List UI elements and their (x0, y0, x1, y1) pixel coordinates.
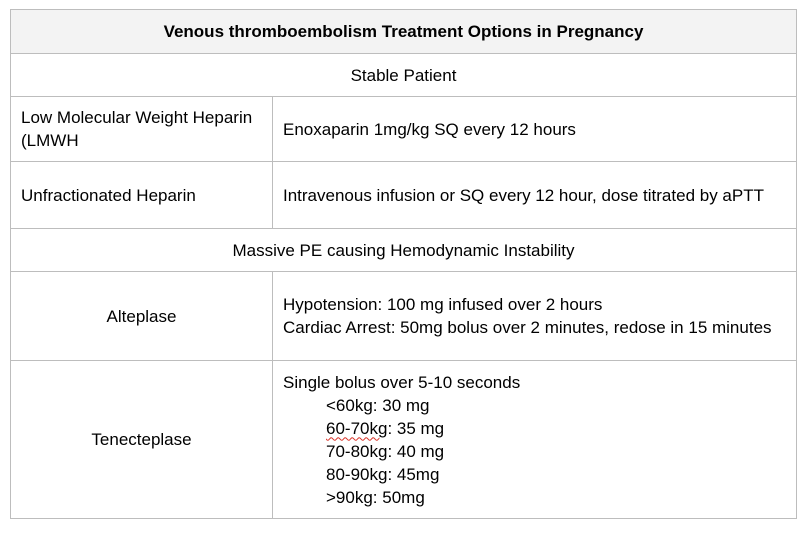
weight-dose: : 30 mg (372, 395, 430, 415)
dosing-intro: Single bolus over 5-10 seconds (283, 372, 521, 392)
weight-dose-line (283, 394, 786, 417)
treatment-options-table (10, 9, 797, 519)
table-row-alteplase (11, 272, 797, 361)
weight-range: >90kg (326, 487, 373, 507)
dosing-line: Intravenous infusion or SQ every 12 hour, dose titrated by aPTT (283, 185, 764, 205)
weight-range: 80-90kg (326, 464, 388, 484)
dosing-line-cardiac-arrest: Cardiac Arrest: 50mg bolus over 2 minutes, redose in 15 minutes (283, 318, 772, 337)
dosing-cell (273, 162, 797, 229)
dosing-cell (273, 361, 797, 519)
weight-range: 70-80kg (326, 441, 388, 461)
drug-name-cell: Alteplase (11, 272, 273, 361)
weight-range: <60kg (326, 395, 373, 415)
title-row (11, 10, 797, 54)
section-row-massive-pe (11, 229, 797, 272)
weight-dose: : 50mg (372, 487, 425, 507)
table-row-tenecteplase (11, 361, 797, 519)
section-row-stable (11, 54, 797, 97)
weight-dose: : 35 mg (387, 418, 445, 438)
weight-dose-line (283, 440, 786, 463)
table-row-unfractionated-heparin (11, 162, 797, 229)
weight-dose: : 45mg (387, 464, 440, 484)
table-title: Venous thromboembolism Treatment Options in Pregnancy (11, 10, 797, 54)
weight-dose-line (283, 417, 786, 440)
weight-range: 60-70kg (326, 418, 388, 438)
table-row-lmwh (11, 97, 797, 162)
drug-name-cell: Unfractionated Heparin (11, 162, 273, 229)
drug-name-cell: Low Molecular Weight Heparin (LMWH (11, 97, 273, 162)
weight-dose: : 40 mg (387, 441, 445, 461)
section-heading-stable-patient: Stable Patient (11, 54, 797, 97)
weight-dose-line (283, 463, 786, 486)
dosing-line-hypotension: Hypotension: 100 mg infused over 2 hours (283, 295, 603, 314)
dosing-cell (273, 272, 797, 361)
dosing-cell (273, 97, 797, 162)
weight-dose-line (283, 486, 786, 509)
dosing-line: Enoxaparin 1mg/kg SQ every 12 hours (283, 119, 576, 139)
drug-name-cell: Tenecteplase (11, 361, 273, 519)
section-heading-massive-pe: Massive PE causing Hemodynamic Instability (11, 229, 797, 272)
